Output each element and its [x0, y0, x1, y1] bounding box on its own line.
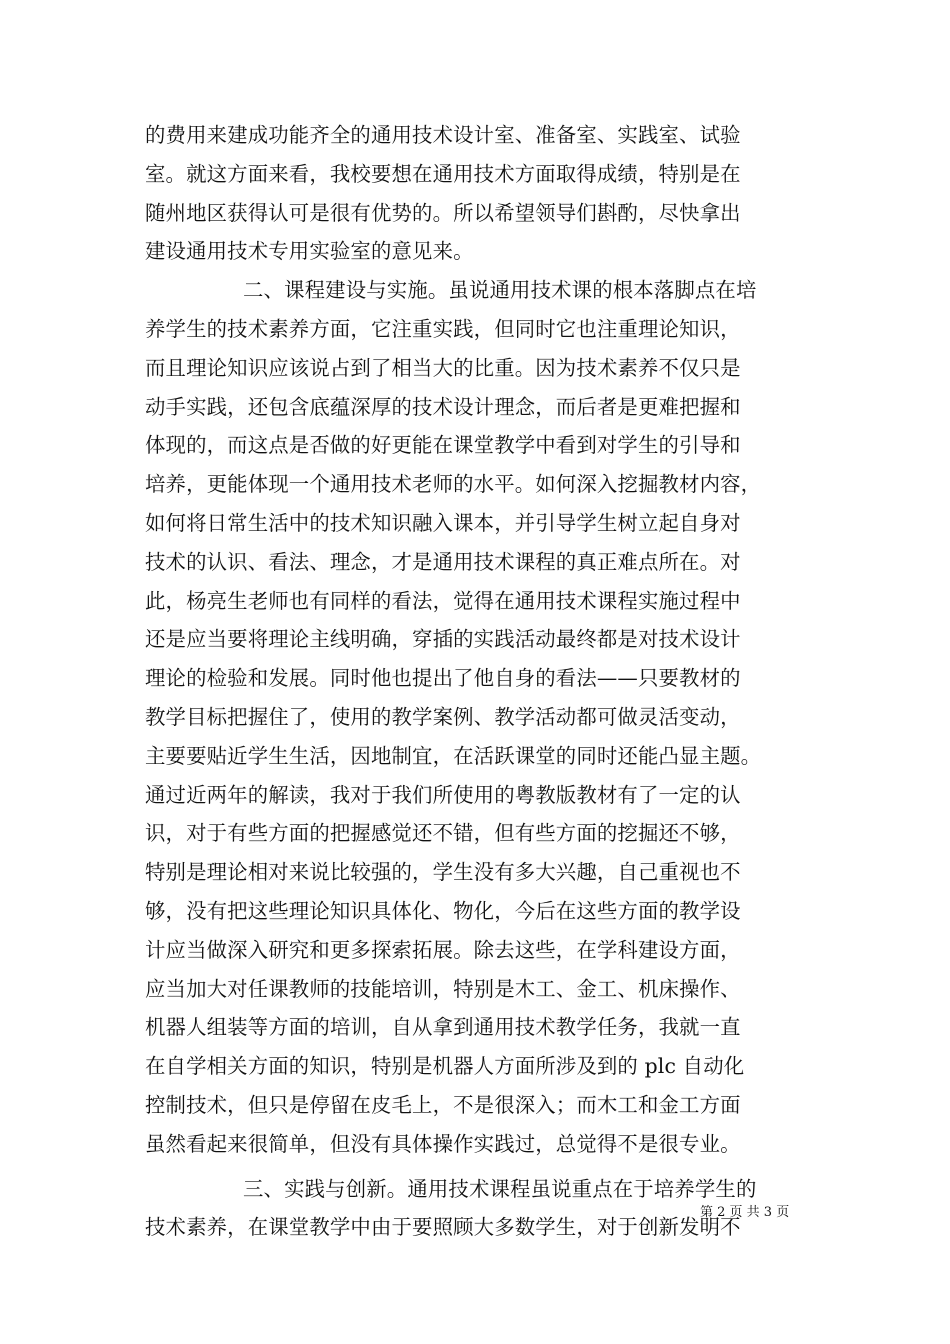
- text-line: 机器人组装等方面的培训，自从拿到通用技术教学任务，我就一直: [145, 1015, 741, 1040]
- text-line: 培养，更能体现一个通用技术老师的水平。如何深入挖掘教材内容，: [145, 472, 762, 497]
- text-line: 而且理论知识应该说占到了相当大的比重。因为技术素养不仅只是: [145, 355, 741, 380]
- text-line: 二、课程建设与实施。虽说通用技术课的根本落脚点在培: [243, 278, 757, 303]
- text-line: 应当加大对任课教师的技能培训，特别是木工、金工、机床操作、: [145, 976, 741, 1001]
- text-line: 教学目标把握住了，使用的教学案例、教学活动都可做灵活变动，: [145, 704, 741, 729]
- text-line: 还是应当要将理论主线明确，穿插的实践活动最终都是对技术设计: [145, 627, 741, 652]
- text-line: 动手实践，还包含底蕴深厚的技术设计理念，而后者是更难把握和: [145, 394, 741, 419]
- page-footer: 第 2 页 共 3 页: [700, 1205, 790, 1220]
- paragraph: [145, 116, 825, 271]
- text-line: 室。就这方面来看，我校要想在通用技术方面取得成绩，特别是在: [145, 161, 741, 186]
- text-line: 计应当做深入研究和更多探索拓展。除去这些，在学科建设方面，: [145, 937, 741, 962]
- text-line: 控制技术，但只是停留在皮毛上，不是很深入；而木工和金工方面: [145, 1092, 741, 1117]
- text-line: 在自学相关方面的知识，特别是机器人方面所涉及到的 plc 自动化: [145, 1054, 745, 1079]
- document-body: [145, 116, 825, 1247]
- text-line: 特别是理论相对来说比较强的，学生没有多大兴趣，自己重视也不: [145, 860, 741, 885]
- text-line: 主要要贴近学生生活，因地制宜，在活跃课堂的同时还能凸显主题。: [145, 743, 762, 768]
- text-line: 够，没有把这些理论知识具体化、物化，今后在这些方面的教学设: [145, 898, 741, 923]
- text-line: 三、实践与创新。通用技术课程虽说重点在于培养学生的: [243, 1176, 757, 1201]
- text-line: 养学生的技术素养方面，它注重实践，但同时它也注重理论知识，: [145, 316, 741, 341]
- text-line: 通过近两年的解读，我对于我们所使用的粤教版教材有了一定的认: [145, 782, 741, 807]
- paragraph: [145, 271, 825, 1163]
- text-line: 虽然看起来很简单，但没有具体操作实践过，总觉得不是很专业。: [145, 1131, 741, 1156]
- text-line: 理论的检验和发展。同时他也提出了他自身的看法——只要教材的: [145, 666, 741, 691]
- text-line: 随州地区获得认可是很有优势的。所以希望领导们斟酌，尽快拿出: [145, 200, 741, 225]
- text-line: 如何将日常生活中的技术知识融入课本，并引导学生树立起自身对: [145, 510, 741, 535]
- text-line: 的费用来建成功能齐全的通用技术设计室、准备室、实践室、试验: [145, 123, 741, 147]
- text-line: 此，杨亮生老师也有同样的看法，觉得在通用技术课程实施过程中: [145, 588, 741, 613]
- text-line: 技术的认识、看法、理念，才是通用技术课程的真正难点所在。对: [145, 549, 741, 574]
- text-line: 体现的，而这点是否做的好更能在课堂教学中看到对学生的引导和: [145, 433, 741, 458]
- text-line: 技术素养，在课堂教学中由于要照顾大多数学生，对于创新发明不: [145, 1215, 741, 1240]
- text-line: 建设通用技术专用实验室的意见来。: [145, 239, 474, 264]
- text-line: 识，对于有些方面的把握感觉还不错，但有些方面的挖掘还不够，: [145, 821, 741, 846]
